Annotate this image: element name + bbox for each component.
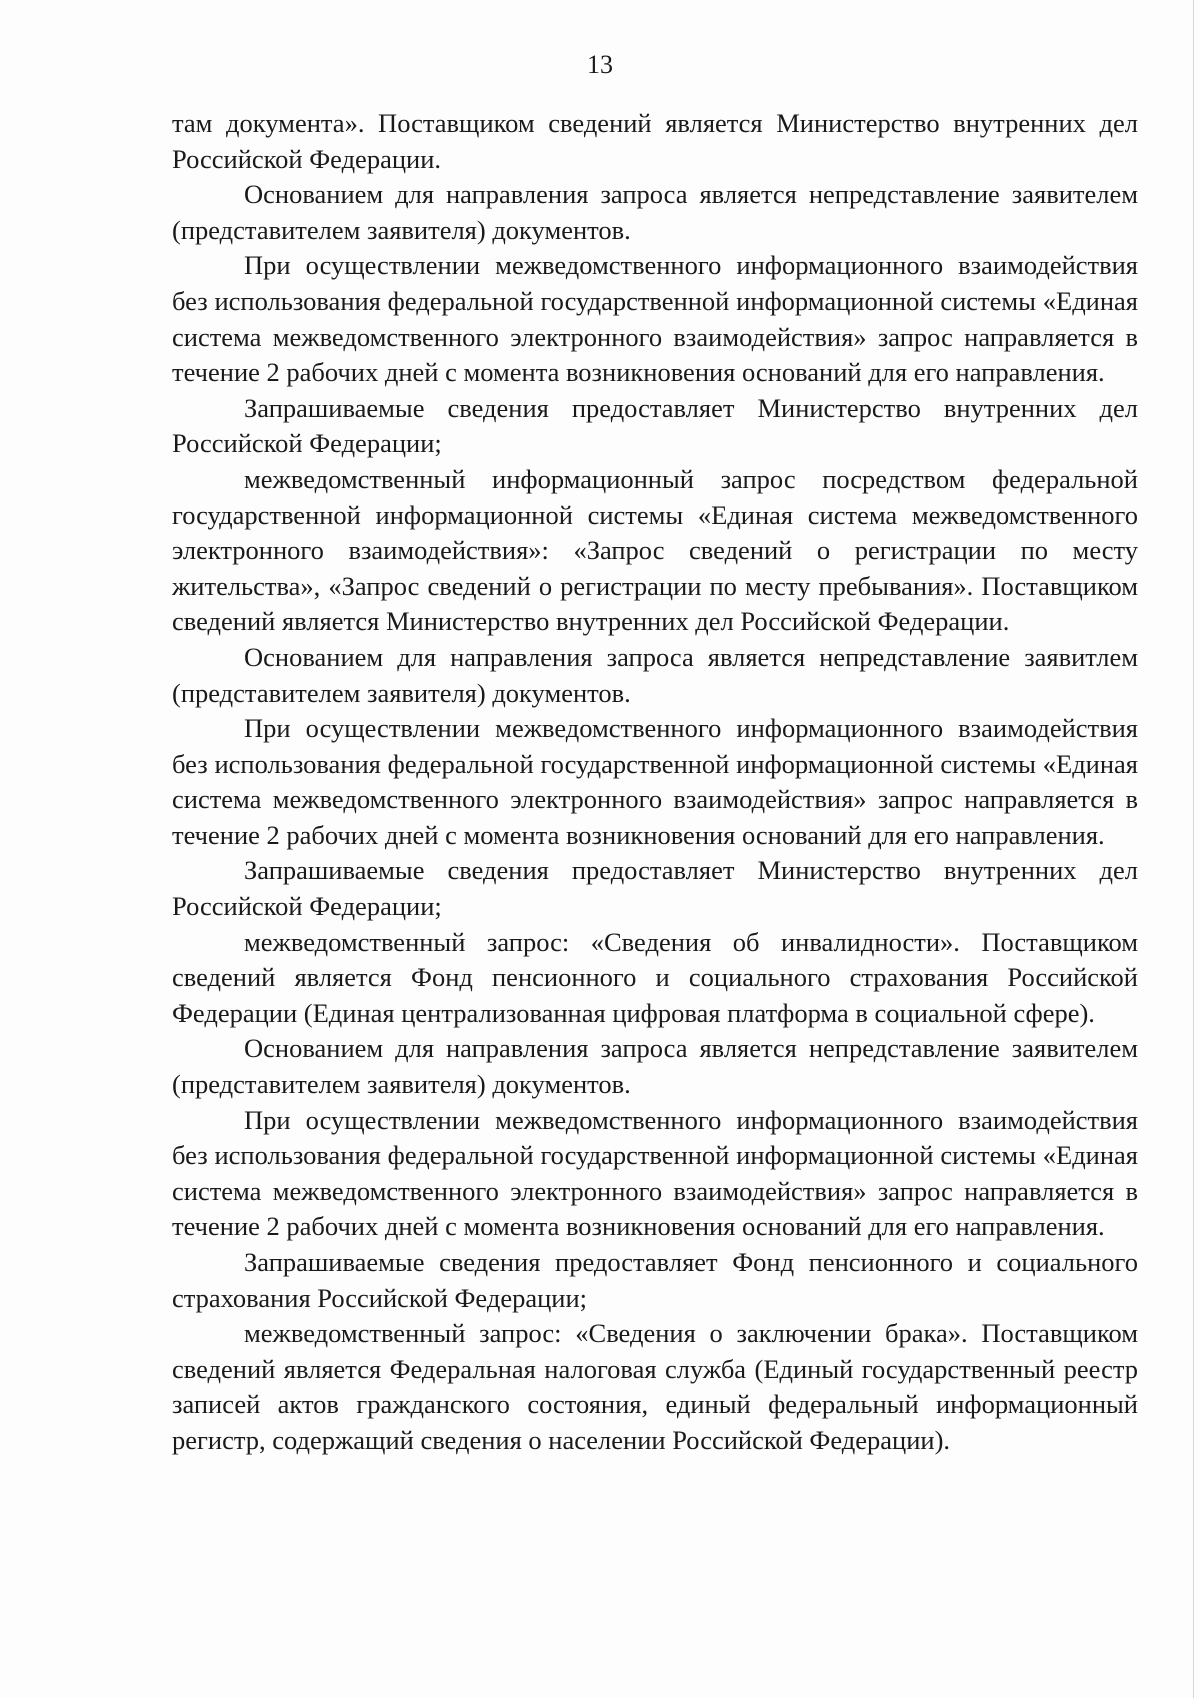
page-number: 13 [587, 50, 613, 79]
paragraph-9: межведомственный запрос: «Сведения об инвалидности». Поставщиком сведений является Фонд пенсионного и социального страхования Российской Федерации (Единая централизованная цифровая платформа в социальной сфере). [172, 926, 1138, 1028]
paragraph-3: При осуществлении межведомственного информационного взаимодействия без использования федеральной государственной информационной системы «Единая система межведомственного электронного взаимодействия» запрос направляется в течение 2 рабочих дней с момента возникновения оснований для его направления. [172, 250, 1138, 388]
paragraph-10: Основанием для направления запроса является непредставление заявителем (представителем заявителя) документов. [172, 1033, 1138, 1100]
paragraph-12: Запрашиваемые сведения предоставляет Фонд пенсионного и социального страхования Российской Федерации; [172, 1247, 1138, 1313]
paragraph-4: Запрашиваемые сведения предоставляет Министерство внутренних дел Российской Федерации; [172, 392, 1138, 459]
paragraph-5: межведомственный информационный запрос посредством федеральной государственной информационной системы «Единая система межведомственного электронного взаимодействия»: «Запрос сведений о регистрации по месту жительства», «Запрос сведений о регистрации по месту пребывания». Поставщиком сведений является Министерство внутренних дел Российской Федерации. [172, 463, 1138, 637]
paragraph-8: Запрашиваемые сведения предоставляет Министерство внутренних дел Российской Федерации; [172, 855, 1138, 922]
paragraph-1: там документа». Поставщиком сведений является Министерство внутренних дел Российской Федерации. [172, 108, 1138, 174]
paragraph-6: Основанием для направления запроса является непредставление заявитлем (представителем заявителя) документов. [172, 641, 1138, 708]
paragraph-2: Основанием для направления запроса является непредставление заявителем (представителем заявителя) документов. [172, 179, 1138, 245]
paragraph-7: При осуществлении межведомственного информационного взаимодействия без использования федеральной государственной информационной системы «Единая система межведомственного электронного взаимодействия» запрос направляется в течение 2 рабочих дней с момента возникновения оснований для его направления. [172, 713, 1138, 850]
paragraph-11: При осуществлении межведомственного информационного взаимодействия без использования федеральной государственной информационной системы «Единая система межведомственного электронного взаимодействия» запрос направляется в течение 2 рабочих дней с момента возникновения оснований для его направления. [172, 1104, 1138, 1242]
paragraph-13: межведомственный запрос: «Сведения о заключении брака». Поставщиком сведений является Федеральная налоговая служба (Единый государственный реестр записей актов гражданского состояния, единый федеральный информационный регистр, содержащий сведения о населении Российской Федерации). [172, 1318, 1138, 1455]
document-body [172, 106, 1138, 1459]
page-edge [1193, 0, 1194, 1698]
